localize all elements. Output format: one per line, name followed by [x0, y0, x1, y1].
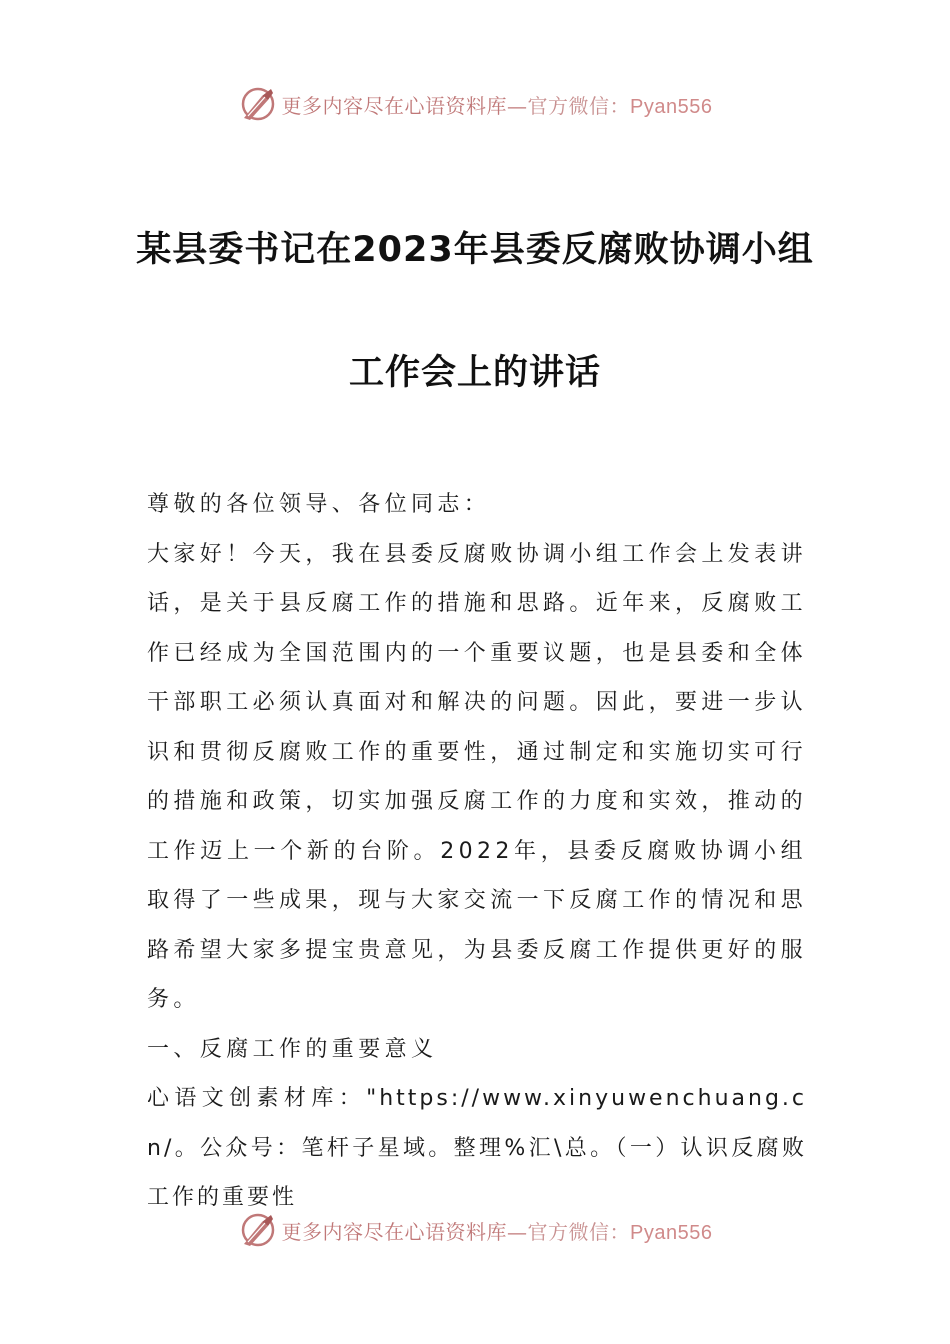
watermark-text: 更多内容尽在心语资料库—官方微信：Pyan556 — [281, 93, 713, 118]
opening-paragraph: 大家好！今天，我在县委反腐败协调小组工作会上发表讲话，是关于县反腐工作的措施和思路。近年来，反腐败工作已经成为全国范围内的一个重要议题，也是县委和全体干部职工必须认真面对和解决的问题。因此，要进一步认识和贯彻反腐败工作的重要性，通过制定和实施切实可行的措施和政策，切实加强反腐工作的力度和实效，推动的工作迈上一个新的台阶。2022年，县委反腐败协调小组取得了一些成果，现与大家交流一下反腐工作的情况和思路希望大家多提宝贵意见，为县委反腐工作提供更好的服务。 — [147, 541, 808, 1012]
section-heading: 一、反腐工作的重要意义 — [147, 1036, 438, 1062]
watermark-banner-top — [0, 82, 950, 126]
source-note-paragraph: 心语文创素材库："https://www.xinyuwenchuang.cn/。公众号：笔杆子星域。整理%汇\总。（一）认识反腐败工作的重要性 — [147, 1086, 807, 1210]
document-title-line-2: 工作会上的讲话 — [348, 353, 601, 393]
document-body — [147, 480, 807, 1223]
document-title-line-1: 某县委书记在2023年县委反腐败协调小组 — [136, 230, 814, 270]
watermark-text: 更多内容尽在心语资料库—官方微信：Pyan556 — [281, 1219, 713, 1244]
pen-nib-logo-icon — [238, 1210, 278, 1250]
pen-nib-logo-icon — [238, 84, 278, 124]
watermark-banner-bottom — [0, 1208, 950, 1252]
salutation-paragraph: 尊敬的各位领导、各位同志： — [147, 492, 491, 517]
